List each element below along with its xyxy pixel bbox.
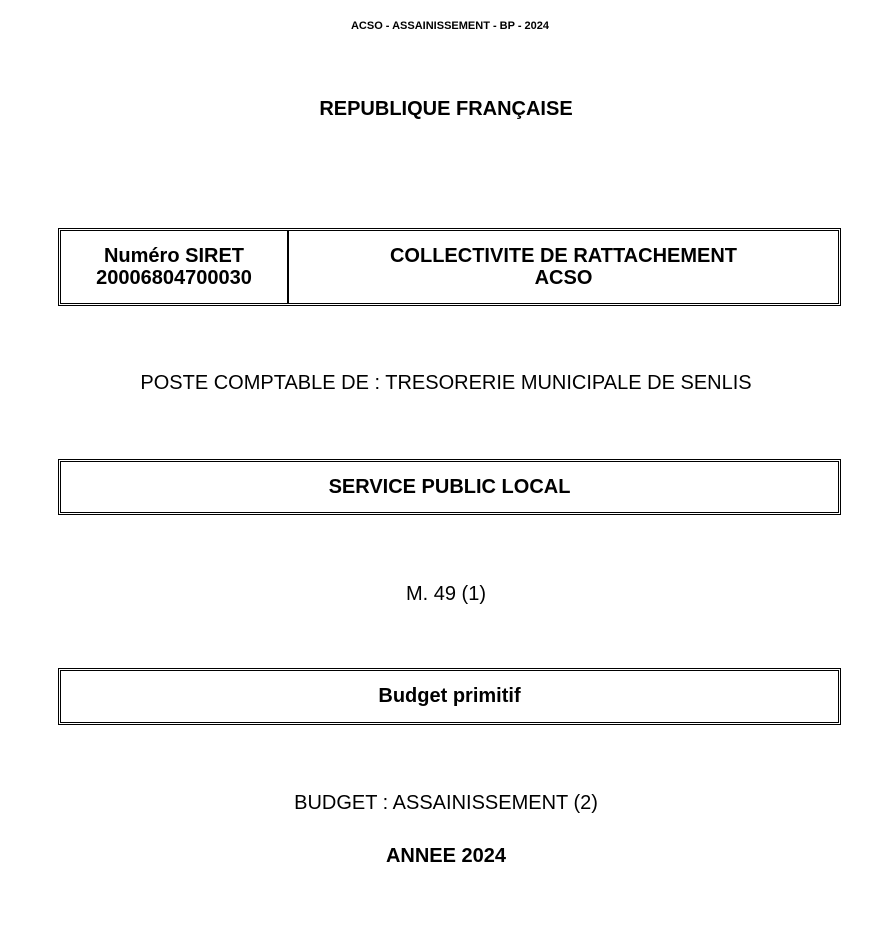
- collectivite-label: COLLECTIVITE DE RATTACHEMENT: [389, 245, 738, 267]
- identification-box: [58, 228, 841, 306]
- page-header: ACSO - ASSAINISSEMENT - BP - 2024: [350, 20, 550, 32]
- collectivite-cell: [289, 231, 838, 303]
- budget-type-label: Budget primitif: [378, 685, 521, 707]
- document-title: REPUBLIQUE FRANÇAISE: [319, 98, 573, 120]
- budget-name: BUDGET : ASSAINISSEMENT (2): [294, 792, 598, 814]
- service-box: [58, 459, 841, 515]
- siret-label: Numéro SIRET: [103, 245, 245, 267]
- nomenclature: M. 49 (1): [405, 583, 487, 605]
- siret-cell: [61, 231, 289, 303]
- collectivite-value: ACSO: [534, 267, 593, 289]
- budget-type-box: [58, 668, 841, 725]
- siret-value: 20006804700030: [96, 267, 252, 289]
- service-label: SERVICE PUBLIC LOCAL: [328, 475, 571, 498]
- poste-comptable: POSTE COMPTABLE DE : TRESORERIE MUNICIPALE DE SENLIS: [140, 372, 752, 394]
- annee: ANNEE 2024: [385, 845, 507, 867]
